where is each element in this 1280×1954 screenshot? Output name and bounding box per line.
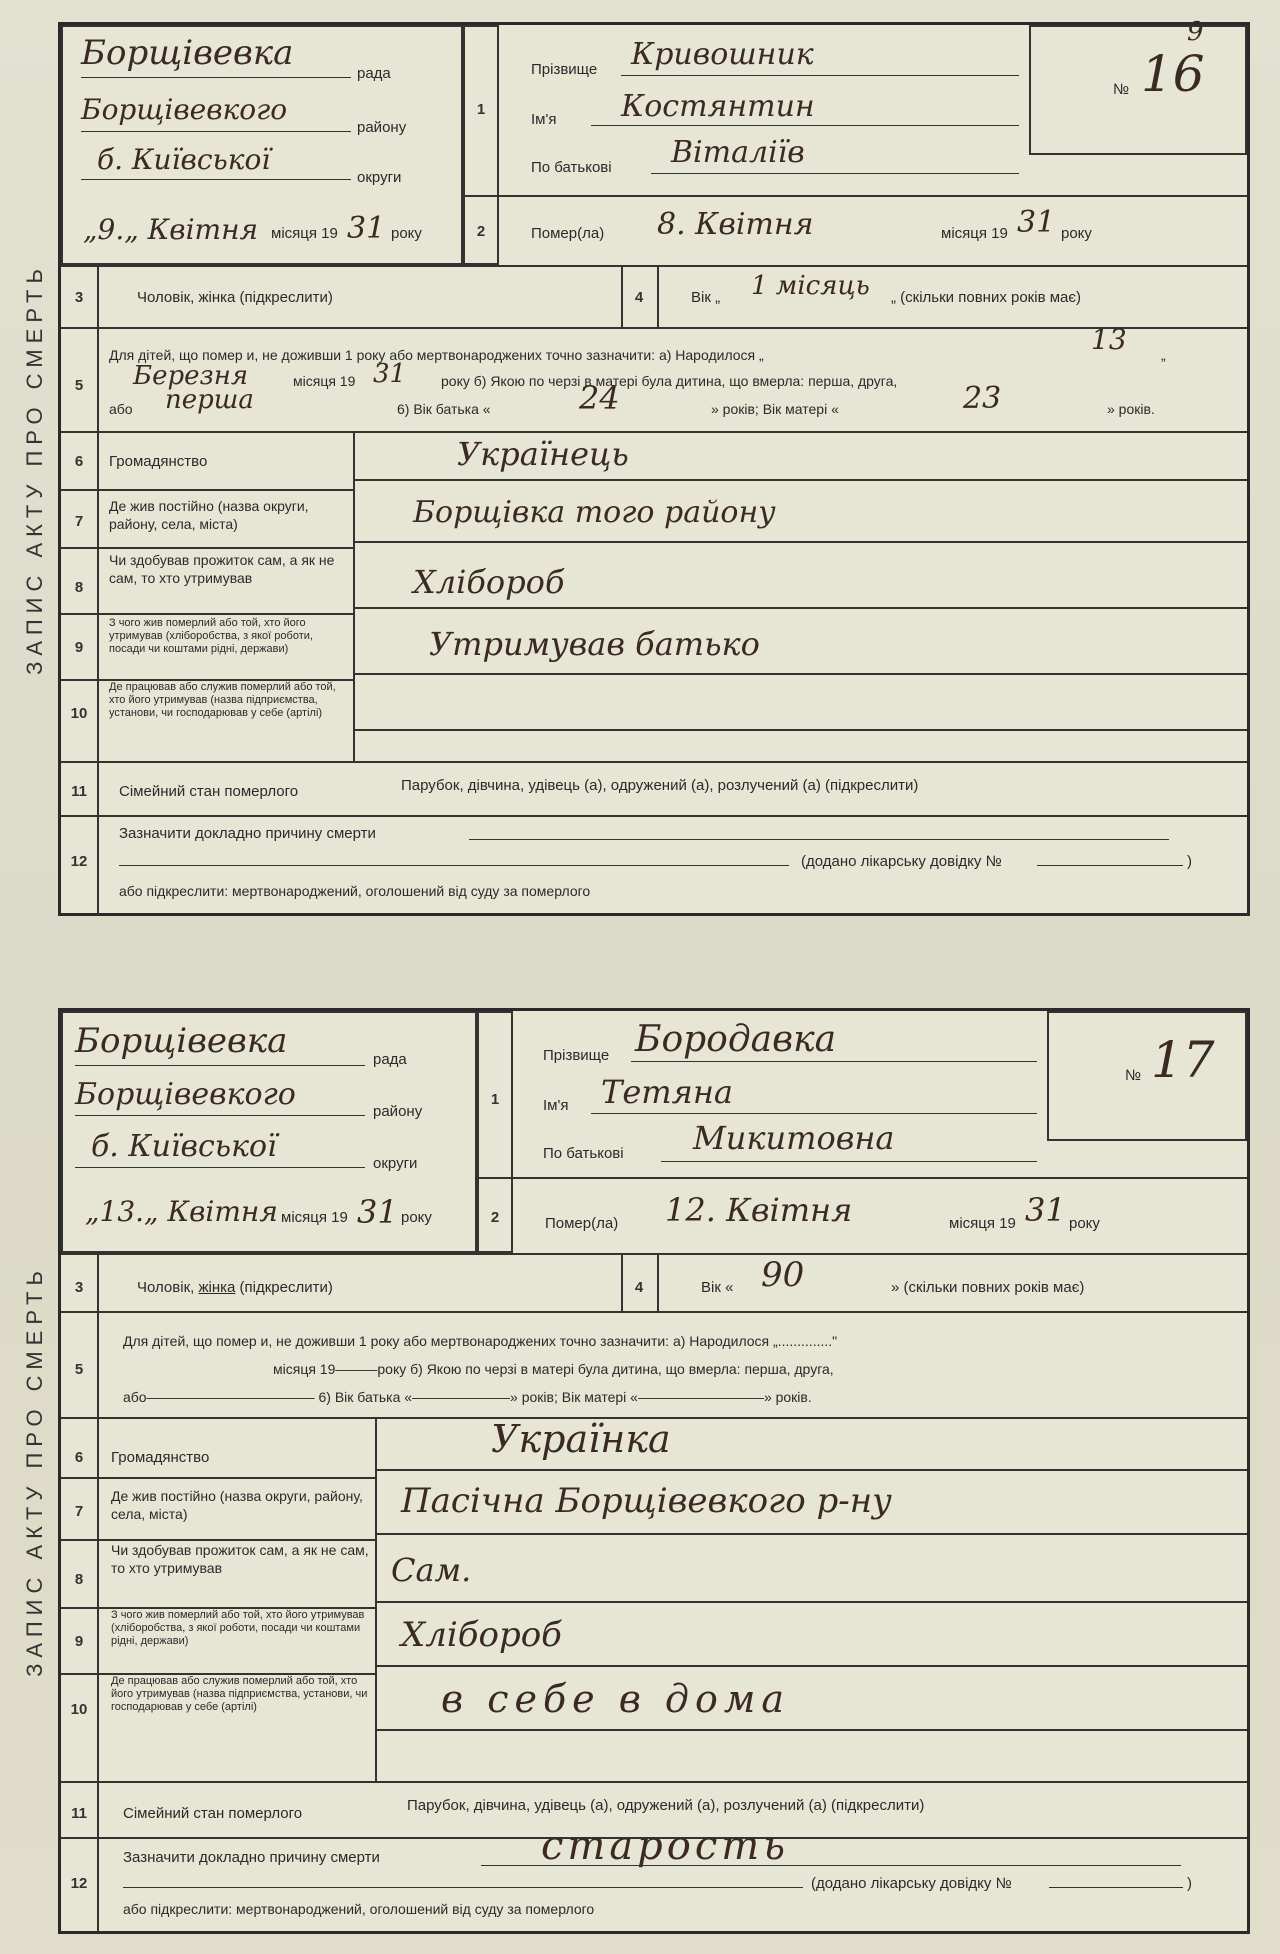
row-number-5: 5 (74, 377, 84, 394)
source-value: Утримував батько (429, 625, 760, 663)
residence-value: Пасічна Борщівевкого р-ну (401, 1481, 892, 1521)
patronymic-label: По батькові (543, 1145, 624, 1162)
name-value: Тетяна (601, 1073, 733, 1111)
child-line-2: місяця 19———року б) Якою по черзі в матері була дитина, що вмерла: перша, друга, (273, 1361, 834, 1377)
marital-label: Сімейний стан померлого (119, 783, 299, 800)
row-number-1: 1 (476, 101, 486, 118)
death-record-form-1 (22, 17, 1250, 916)
work-value: в себе в дома (441, 1677, 791, 1721)
surname-label: Прізвище (531, 61, 598, 78)
residence-value: Борщівка того району (413, 495, 776, 530)
row-number-10: 10 (70, 1701, 88, 1718)
registration-year-value: 31 (357, 1193, 398, 1231)
child-born-year-value: 31 (373, 359, 407, 389)
record-number-alt: 9 (1187, 17, 1204, 47)
registration-year-value: 31 (347, 211, 386, 246)
citizenship-label: Громадянство (109, 453, 208, 470)
work-label: Де працював або служив померлий або той, хто його утримував (назва підприємства, установи, чи господарював у себе (артілі) (111, 1675, 368, 1713)
registration-year-label: року (391, 225, 422, 242)
row-number-6: 6 (74, 1449, 84, 1466)
council-value: Борщівевка (81, 33, 294, 73)
child-line-2a: місяця 19 (293, 373, 356, 389)
age-value: 90 (761, 1255, 805, 1295)
age-value: 1 місяць (751, 271, 870, 301)
death-label: Помер(ла) (531, 225, 605, 242)
row-number-1: 1 (490, 1091, 500, 1108)
sex-label: Чоловік, жінка (підкреслити) (137, 289, 333, 306)
marital-label: Сімейний стан померлого (123, 1805, 303, 1822)
cause-certificate-label: (додано лікарську довідку № (811, 1875, 1012, 1892)
row-number-8: 8 (74, 1571, 84, 1588)
name-label: Ім'я (531, 111, 557, 128)
livelihood-value: Хлібороб (413, 563, 565, 601)
row-number-8: 8 (74, 579, 84, 596)
source-label: З чого жив померлий або той, хто його утримував (хліборобства, з якої роботи, посади чи коштами рідні, держави) (111, 1609, 365, 1647)
row-number-12: 12 (70, 853, 88, 870)
residence-label: Де жив постійно (назва округи, району, села, міста) (111, 1488, 363, 1522)
citizenship-value: Українець (457, 435, 629, 473)
surname-label: Прізвище (543, 1047, 610, 1064)
row-number-6: 6 (74, 453, 84, 470)
row-number-3: 3 (74, 1279, 84, 1296)
registration-day-value: „13.„ Квітня (85, 1195, 278, 1228)
child-line-3a: або (109, 401, 133, 417)
registration-year-label: року (401, 1209, 432, 1226)
row-number-2: 2 (490, 1209, 500, 1226)
sex-label: Чоловік, жінка (підкреслити) (137, 1279, 333, 1296)
age-label: Вік „ (691, 289, 721, 306)
side-title: ЗАПИС АКТУ ПРО СМЕРТЬ (22, 263, 48, 675)
cause-label: Зазначити докладно причину смерти (123, 1849, 380, 1866)
child-order-value: перша (165, 385, 254, 415)
row-number-10: 10 (70, 705, 88, 722)
surname-value: Кривошник (631, 37, 814, 72)
record-number-value: 16 (1141, 45, 1205, 103)
age-suffix: „ (скільки повних років має) (891, 289, 1082, 306)
livelihood-label: Чи здобував прожиток сам, а як не сам, то хто утримував (111, 1542, 369, 1576)
death-label: Помер(ла) (545, 1215, 619, 1232)
record-number-value: 17 (1151, 1031, 1215, 1089)
row-number-3: 3 (74, 289, 84, 306)
citizenship-value: Українка (491, 1417, 671, 1461)
okrug-value: б. Київської (91, 1129, 277, 1164)
row-number-9: 9 (74, 1633, 84, 1650)
livelihood-value: Сам. (391, 1551, 472, 1589)
death-year-label: року (1069, 1215, 1100, 1232)
cause-certificate-close: ) (1187, 1875, 1192, 1892)
age-label: Вік « (701, 1279, 734, 1296)
council-value: Борщівевка (75, 1021, 288, 1061)
citizenship-label: Громадянство (111, 1449, 210, 1466)
row-number-7: 7 (74, 1503, 84, 1520)
child-line-3c: » років; Вік матері « (711, 401, 839, 417)
cause-certificate-close: ) (1187, 853, 1192, 870)
record-number-box (1047, 1011, 1247, 1141)
patronymic-value: Микитовна (693, 1119, 895, 1157)
registration-day-value: „9.„ Квітня (83, 213, 259, 246)
work-label: Де працював або служив померлий або той, хто його утримував (назва підприємства, установи, чи господарював у себе (артілі) (109, 681, 336, 719)
patronymic-value: Віталіїв (671, 135, 805, 170)
cause-value: старость (541, 1823, 789, 1869)
council-label: рада (357, 65, 391, 82)
child-line-3: або———————————— 6) Вік батька «———————» років; Вік матері «—————————» років. (123, 1389, 812, 1405)
district-label: району (357, 119, 407, 136)
child-born-close: „ (1161, 347, 1166, 363)
row-number-7: 7 (74, 513, 84, 530)
district-label: району (373, 1103, 423, 1120)
record-number-box (1029, 25, 1247, 155)
child-line-3d: » років. (1107, 401, 1155, 417)
registration-month-label: місяця 19 (281, 1209, 348, 1226)
age-suffix: » (скільки повних років має) (891, 1279, 1085, 1296)
name-label: Ім'я (543, 1097, 569, 1114)
source-label: З чого жив померлий або той, хто його утримував (хліборобства, з якої роботи, посади чи коштами рідні, держави) (109, 617, 313, 655)
livelihood-label: Чи здобував прожиток сам, а як не сам, то хто утримував (109, 552, 335, 586)
cause-certificate-label: (додано лікарську довідку № (801, 853, 1002, 870)
row-number-2: 2 (476, 223, 486, 240)
mother-age-value: 23 (963, 381, 1002, 416)
row-number-4: 4 (634, 1279, 644, 1296)
row-number-5: 5 (74, 1361, 84, 1378)
source-value: Хлібороб (401, 1615, 562, 1655)
child-line-2b: року б) Якою по черзі в матері була дитина, що вмерла: перша, друга, (441, 373, 898, 389)
marital-options: Парубок, дівчина, удівець (а), одружений (а), розлучений (а) (підкреслити) (407, 1797, 925, 1814)
row-number-12: 12 (70, 1875, 88, 1892)
child-line-3b: 6) Вік батька « (397, 401, 491, 417)
patronymic-label: По батькові (531, 159, 612, 176)
okrug-label: округи (357, 169, 402, 186)
cause-alternative: або підкреслити: мертвонароджений, оголошений від суду за померлого (119, 883, 591, 899)
row-number-11: 11 (71, 783, 87, 800)
marital-options: Парубок, дівчина, удівець (а), одружений (а), розлучений (а) (підкреслити) (401, 777, 919, 794)
side-title: ЗАПИС АКТУ ПРО СМЕРТЬ (22, 1265, 48, 1677)
child-born-month-value: Березня (133, 361, 249, 391)
death-year-label: року (1061, 225, 1092, 242)
death-day-value: 12. Квітня (665, 1191, 853, 1229)
record-number-label: № (1125, 1067, 1142, 1084)
child-born-day-value: 13 (1091, 323, 1127, 356)
registration-month-label: місяця 19 (271, 225, 338, 242)
cause-alternative: або підкреслити: мертвонароджений, оголошений від суду за померлого (123, 1901, 595, 1917)
sex-selected-female: жінка (198, 1279, 236, 1296)
council-label: рада (373, 1051, 407, 1068)
death-day-value: 8. Квітня (657, 207, 814, 242)
death-year-value: 31 (1017, 205, 1056, 240)
residence-label: Де жив постійно (назва округи, району, села, міста) (109, 498, 309, 532)
death-month-label: місяця 19 (941, 225, 1008, 242)
row-number-11: 11 (71, 1805, 87, 1822)
death-record-form-2 (22, 1008, 1250, 1934)
father-age-value: 24 (579, 379, 620, 417)
district-value: Борщівевкого (75, 1077, 296, 1112)
name-value: Костянтин (621, 89, 815, 124)
child-line-1: Для дітей, що помер и, не доживши 1 року або мертвонароджених точно зазначити: а) Народилося „.............." (123, 1333, 838, 1349)
district-value: Борщівевкого (81, 93, 288, 126)
death-year-value: 31 (1025, 1191, 1066, 1229)
row-number-9: 9 (74, 639, 84, 656)
child-line-1: Для дітей, що помер и, не доживши 1 року або мертвонароджених точно зазначити: а) Народилося „ (109, 347, 764, 363)
cause-label: Зазначити докладно причину смерти (119, 825, 376, 842)
death-month-label: місяця 19 (949, 1215, 1016, 1232)
okrug-value: б. Київської (97, 143, 271, 176)
okrug-label: округи (373, 1155, 418, 1172)
record-number-label: № (1113, 81, 1130, 98)
surname-value: Бородавка (635, 1019, 837, 1060)
row-number-4: 4 (634, 289, 644, 306)
